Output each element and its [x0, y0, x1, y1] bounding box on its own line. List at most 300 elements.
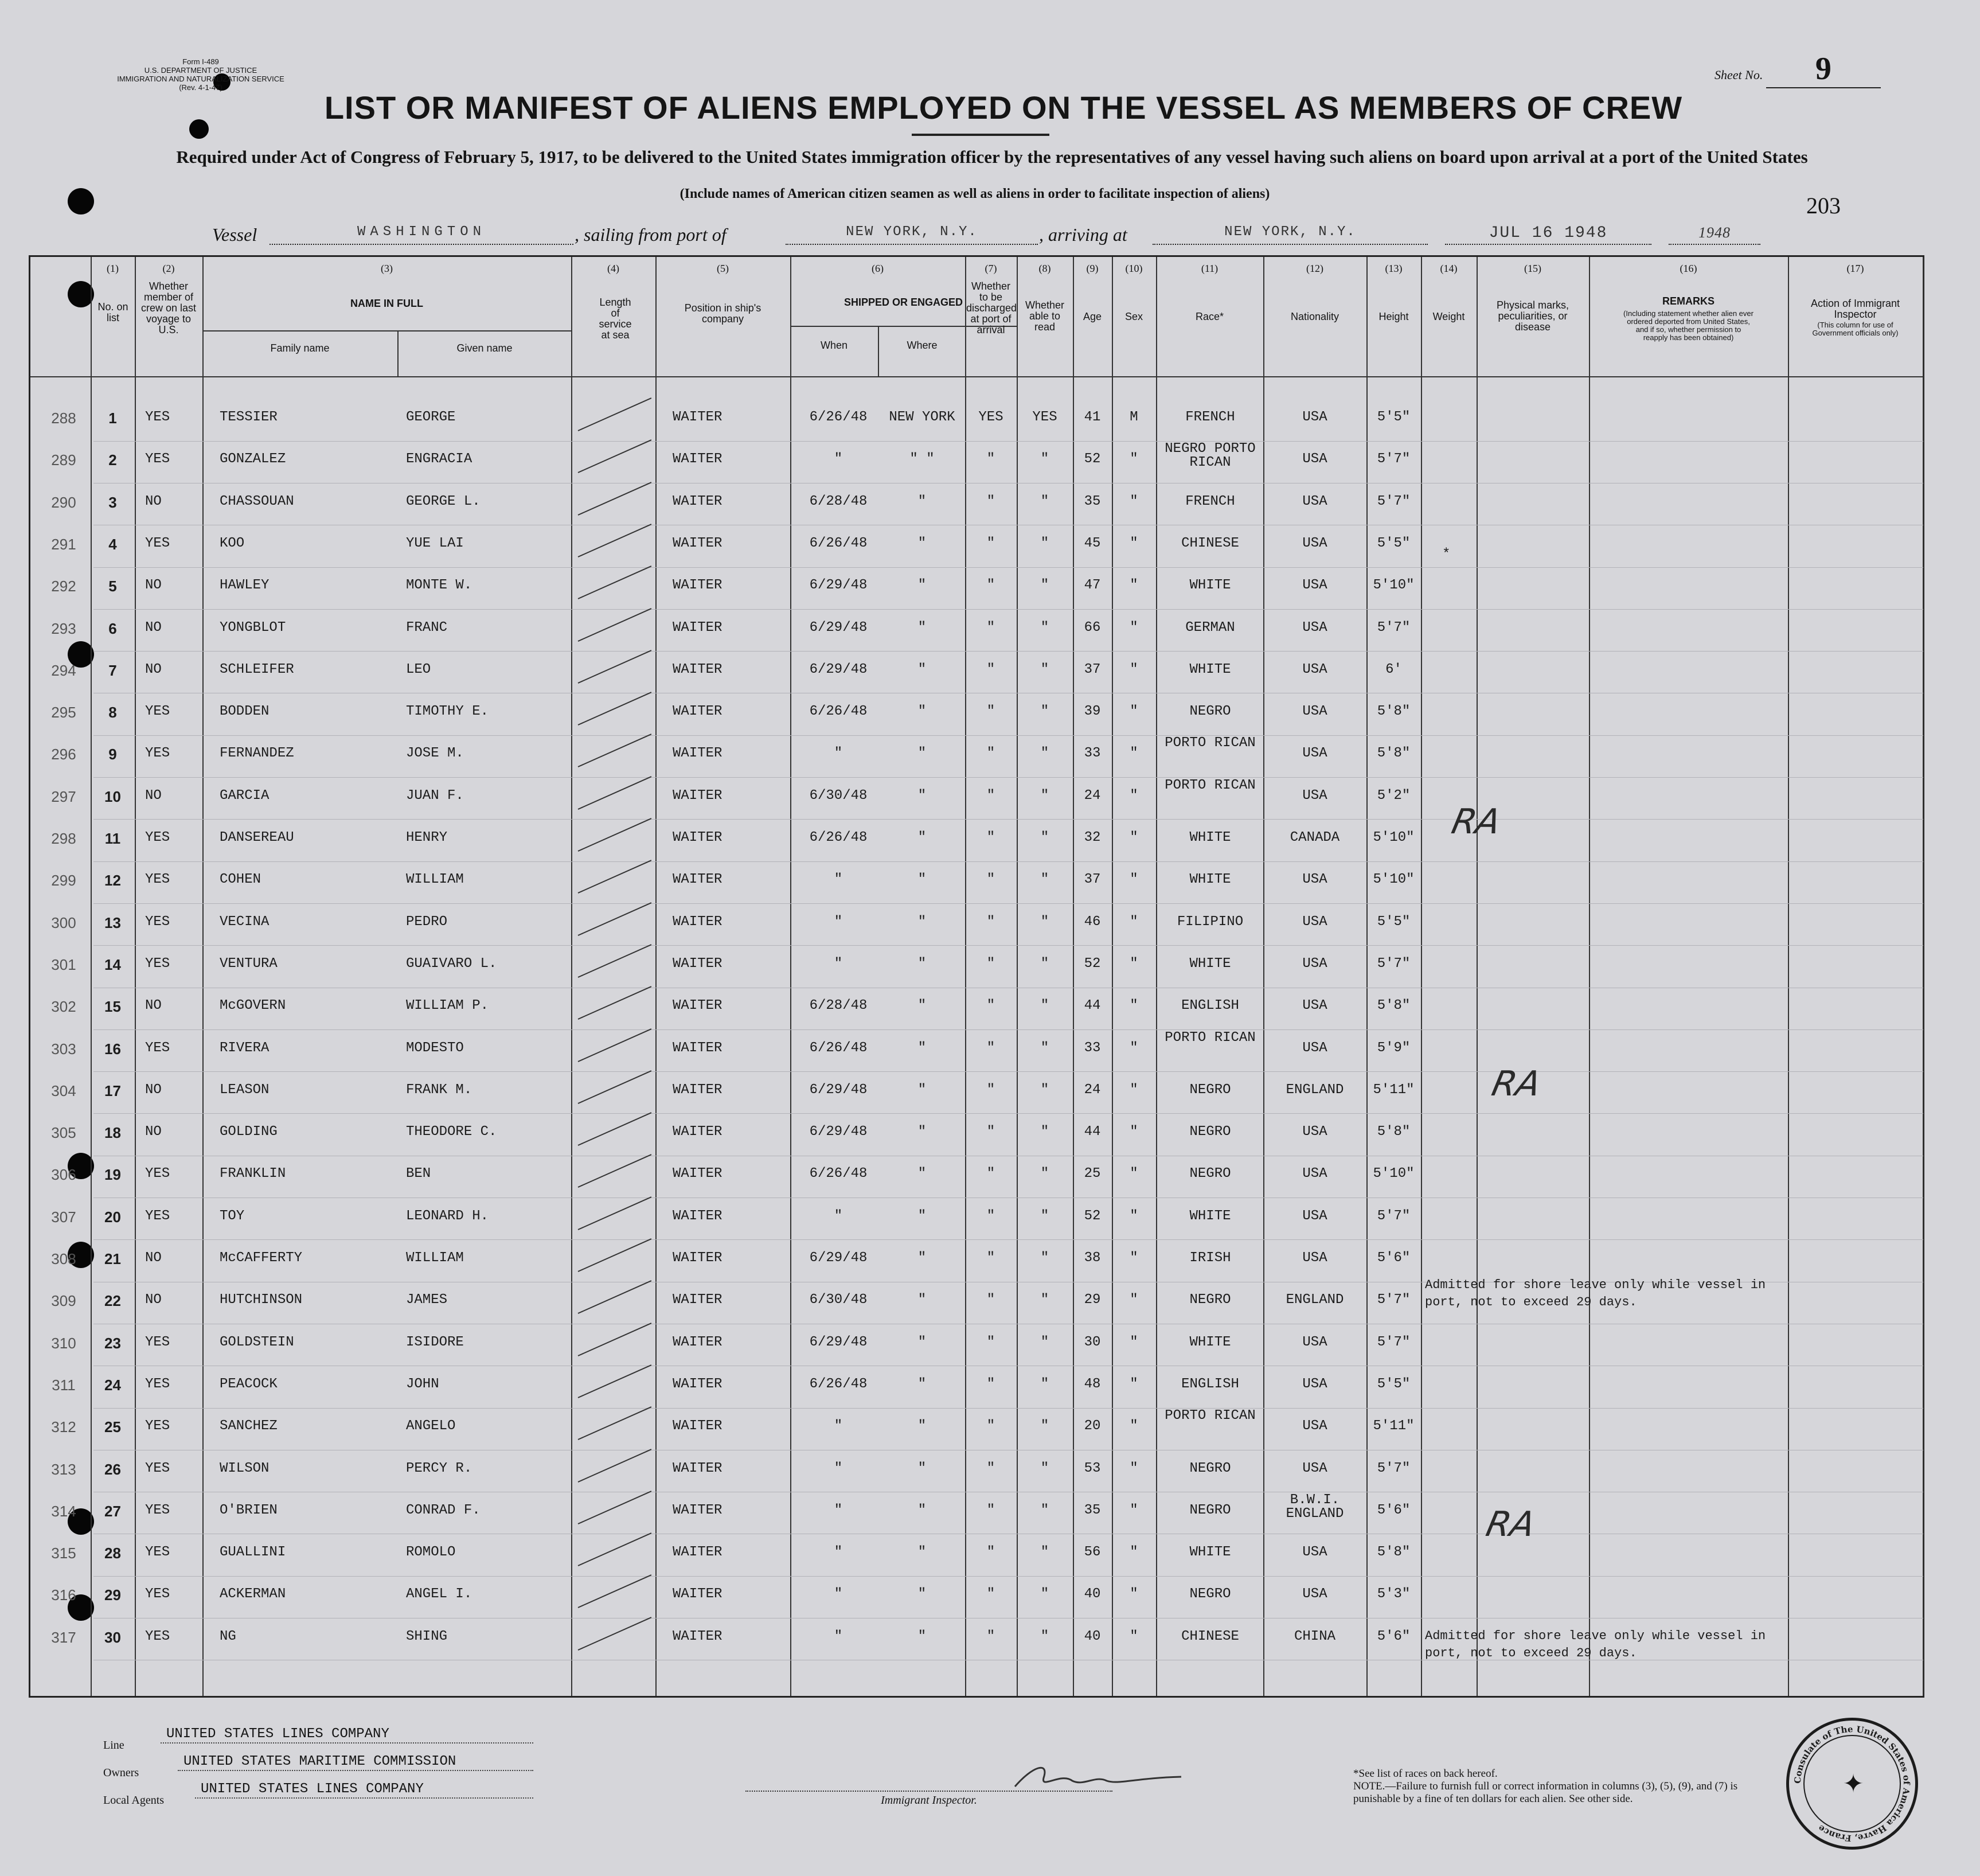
able-to-read: ": [1040, 1292, 1049, 1308]
crew-number: 11: [104, 830, 121, 847]
col-num: (9): [1086, 263, 1099, 274]
able-to-read: ": [1040, 661, 1049, 677]
previous-voyage: NO: [145, 1250, 162, 1266]
position: WAITER: [673, 872, 723, 888]
race: CHINESE: [1181, 1628, 1239, 1644]
nationality: USA: [1302, 1545, 1327, 1561]
age: 47: [1084, 578, 1101, 594]
shipped-when: ": [834, 1628, 843, 1644]
shipped-where: ": [917, 661, 927, 677]
able-to-read: ": [1040, 493, 1049, 509]
age: 44: [1084, 1124, 1101, 1140]
race: WHITE: [1189, 830, 1231, 845]
age: 48: [1084, 1376, 1101, 1392]
discharge: ": [986, 1502, 995, 1518]
line-number: 301: [51, 955, 76, 973]
line-number: 295: [51, 704, 76, 721]
service-tick-mark: [578, 1323, 652, 1356]
line-number: 316: [51, 1586, 76, 1604]
service-tick-mark: [578, 1449, 652, 1483]
crew-number: 1: [108, 409, 117, 427]
line-number: 310: [51, 1334, 76, 1352]
line-number: 296: [51, 746, 76, 763]
height: 5'7": [1377, 1334, 1411, 1350]
shipped-when: 6/28/48: [809, 998, 868, 1014]
col-header-action: Action of Immigrant Inspector: [1810, 298, 1900, 320]
age: 30: [1084, 1334, 1101, 1350]
family-name: COHEN: [220, 872, 261, 888]
col-num: (5): [717, 263, 729, 274]
race: NEGRO: [1189, 704, 1231, 720]
shipped-where: ": [917, 578, 927, 594]
able-to-read: ": [1040, 1628, 1049, 1644]
crew-number: 29: [104, 1586, 121, 1604]
family-name: GOLDING: [220, 1124, 278, 1140]
shipped-where: ": [917, 535, 927, 551]
able-to-read: ": [1040, 535, 1049, 551]
race: NEGRO: [1189, 1460, 1231, 1476]
sex: M: [1130, 409, 1138, 425]
discharge: ": [986, 451, 995, 467]
col-header-discharged: Whether to be discharged at port of arrival: [966, 280, 1017, 336]
shipped-when: ": [834, 1545, 843, 1561]
sex: ": [1130, 1586, 1138, 1602]
owners-value: UNITED STATES MARITIME COMMISSION: [178, 1754, 533, 1771]
height: 5'7": [1377, 619, 1411, 635]
crew-number: 23: [104, 1334, 121, 1352]
service-tick-mark: [578, 776, 652, 810]
given-name: JUAN F.: [406, 787, 464, 804]
discharge: ": [986, 1166, 995, 1182]
line-number: 309: [51, 1292, 76, 1310]
shipped-when: 6/29/48: [809, 578, 868, 594]
age: 29: [1084, 1292, 1101, 1308]
nationality: USA: [1302, 661, 1327, 677]
age: 37: [1084, 661, 1101, 677]
height: 5'8": [1377, 998, 1411, 1014]
nationality: USA: [1302, 1040, 1327, 1056]
given-name: CONRAD F.: [406, 1502, 481, 1518]
sex: ": [1130, 493, 1138, 509]
agents-value: UNITED STATES LINES COMPANY: [195, 1781, 533, 1799]
discharge: ": [986, 1082, 995, 1098]
col-header-member: Whether member of crew on last voyage to U.S.: [140, 280, 197, 336]
able-to-read: ": [1040, 1418, 1049, 1434]
sheet-number-field: [1715, 50, 1881, 88]
race: NEGRO: [1189, 1124, 1231, 1140]
race: NEGRO PORTO RICAN: [1165, 441, 1256, 471]
race: ENGLISH: [1181, 1376, 1239, 1392]
height: 5'10": [1373, 1166, 1415, 1182]
shipped-when: 6/29/48: [809, 619, 868, 635]
given-name: PEDRO: [406, 914, 448, 930]
position: WAITER: [673, 619, 723, 635]
service-tick-mark: [578, 1112, 652, 1146]
discharge: ": [986, 535, 995, 551]
document-subnote: (Include names of American citizen seamen as well as aliens in order to facilitate inspection of aliens): [679, 186, 1270, 201]
shipped-when: 6/26/48: [809, 1040, 868, 1056]
sex: ": [1130, 535, 1138, 551]
family-name: VECINA: [220, 914, 270, 930]
age: 44: [1084, 998, 1101, 1014]
discharge: ": [986, 1460, 995, 1476]
discharge: ": [986, 1208, 995, 1224]
vessel-name: WASHINGTON: [270, 224, 573, 245]
family-name: GOLDSTEIN: [220, 1334, 294, 1350]
line-number: 317: [51, 1628, 76, 1646]
previous-voyage: NO: [145, 998, 162, 1014]
sex: ": [1130, 451, 1138, 467]
sheet-label: Sheet No.: [1715, 68, 1763, 82]
previous-voyage: YES: [145, 451, 170, 467]
service-tick-mark: [578, 1364, 652, 1398]
sex: ": [1130, 1545, 1138, 1561]
nationality: USA: [1302, 578, 1327, 594]
given-name: MONTE W.: [406, 578, 472, 594]
previous-voyage: NO: [145, 578, 162, 594]
given-name: LEONARD H.: [406, 1208, 489, 1224]
position: WAITER: [673, 1545, 723, 1561]
service-tick-mark: [578, 1155, 652, 1188]
height: 5'11": [1373, 1418, 1415, 1434]
line-number: 289: [51, 451, 76, 469]
crew-number: 25: [104, 1418, 121, 1436]
ra-annotation: RA: [1488, 1064, 1545, 1104]
previous-voyage: YES: [145, 746, 170, 762]
col-header-shipped: SHIPPED OR ENGAGED: [843, 297, 963, 308]
position: WAITER: [673, 1208, 723, 1224]
punch-hole: [68, 188, 94, 214]
able-to-read: ": [1040, 1586, 1049, 1602]
service-tick-mark: [578, 1491, 652, 1524]
arriving-port: NEW YORK, N.Y.: [1153, 224, 1428, 245]
line-number: 304: [51, 1082, 76, 1099]
able-to-read: ": [1040, 746, 1049, 762]
shipped-when: ": [834, 872, 843, 888]
given-name: WILLIAM: [406, 872, 464, 888]
col-num: (11): [1201, 263, 1219, 274]
service-tick-mark: [578, 397, 652, 431]
col-header-age: Age: [1083, 311, 1102, 322]
height: 5'11": [1373, 1082, 1415, 1098]
crew-number: 17: [104, 1082, 121, 1099]
col-header-height: Height: [1378, 311, 1409, 322]
sex: ": [1130, 998, 1138, 1014]
col-num: (13): [1385, 263, 1403, 274]
service-tick-mark: [578, 482, 652, 516]
sex: ": [1130, 830, 1138, 845]
height: 5'6": [1377, 1250, 1411, 1266]
race: WHITE: [1189, 955, 1231, 972]
position: WAITER: [673, 493, 723, 509]
given-name: FRANK M.: [406, 1082, 472, 1098]
able-to-read: ": [1040, 872, 1049, 888]
service-tick-mark: [578, 608, 652, 642]
col-header-race: Race*: [1195, 311, 1224, 322]
line-number: 297: [51, 787, 76, 805]
able-to-read: ": [1040, 1250, 1049, 1266]
previous-voyage: YES: [145, 704, 170, 720]
sex: ": [1130, 1418, 1138, 1434]
shipped-where: ": [917, 1082, 927, 1098]
family-name: SANCHEZ: [220, 1418, 278, 1434]
sheet-number: 9: [1766, 50, 1881, 88]
crew-number: 20: [104, 1208, 121, 1226]
able-to-read: ": [1040, 998, 1049, 1014]
nationality: USA: [1302, 535, 1327, 551]
nationality: USA: [1302, 1250, 1327, 1266]
service-tick-mark: [578, 565, 652, 599]
inspector-signature: [1009, 1755, 1193, 1795]
shore-leave-note: Admitted for shore leave only while vessel in port, not to exceed 29 days.: [1425, 1629, 1766, 1660]
shipped-when: ": [834, 955, 843, 972]
given-name: MODESTO: [406, 1040, 464, 1056]
shipped-when: 6/28/48: [809, 493, 868, 509]
able-to-read: ": [1040, 704, 1049, 720]
col-num: (12): [1306, 263, 1323, 274]
family-name: YONGBLOT: [220, 619, 286, 635]
discharge: ": [986, 1545, 995, 1561]
family-name: ACKERMAN: [220, 1586, 286, 1602]
discharge: ": [986, 1334, 995, 1350]
sex: ": [1130, 787, 1138, 804]
sailing-port: NEW YORK, N.Y.: [786, 224, 1038, 245]
col-header-when: When: [820, 340, 848, 351]
col-num: (16): [1680, 263, 1697, 274]
shipped-where: ": [917, 1376, 927, 1392]
col-header-position: Position in ship's company: [684, 302, 761, 325]
shipped-where: ": [917, 1334, 927, 1350]
line-number: 291: [51, 535, 76, 553]
crew-number: 14: [104, 955, 121, 973]
previous-voyage: NO: [145, 619, 162, 635]
previous-voyage: YES: [145, 955, 170, 972]
able-to-read: ": [1040, 1166, 1049, 1182]
service-tick-mark: [578, 818, 652, 852]
crew-number: 3: [108, 493, 117, 511]
col-num: (15): [1524, 263, 1541, 274]
discharge: ": [986, 872, 995, 888]
discharge: ": [986, 998, 995, 1014]
service-tick-mark: [578, 1070, 652, 1104]
shipped-when: ": [834, 1586, 843, 1602]
line-number: 313: [51, 1460, 76, 1478]
family-name: VENTURA: [220, 955, 278, 972]
line-number: 302: [51, 998, 76, 1016]
shipped-where: ": [917, 787, 927, 804]
service-tick-mark: [578, 1280, 652, 1314]
form-revision: (Rev. 4-1-47): [179, 83, 222, 92]
shipped-when: 6/29/48: [809, 1124, 868, 1140]
position: WAITER: [673, 578, 723, 594]
discharge: ": [986, 493, 995, 509]
discharge: ": [986, 1292, 995, 1308]
col-header-service: Length of service at sea: [599, 297, 632, 341]
nationality: USA: [1302, 1418, 1327, 1434]
height: 5'7": [1377, 1292, 1411, 1308]
shipped-when: 6/26/48: [809, 704, 868, 720]
position: WAITER: [673, 1334, 723, 1350]
race: PORTO RICAN: [1165, 1408, 1256, 1424]
height: 5'7": [1377, 1208, 1411, 1224]
col-num: (4): [607, 263, 619, 274]
line-number: 288: [51, 409, 76, 427]
able-to-read: ": [1040, 1376, 1049, 1392]
shipped-when: ": [834, 1502, 843, 1518]
position: WAITER: [673, 1586, 723, 1602]
discharge: ": [986, 578, 995, 594]
col-num: (7): [985, 263, 997, 274]
nationality: USA: [1302, 955, 1327, 972]
shipped-where: ": [917, 1628, 927, 1644]
given-name: YUE LAI: [406, 535, 464, 551]
col-num: (1): [107, 263, 119, 274]
crew-number: 9: [108, 746, 117, 763]
nationality: USA: [1302, 1124, 1327, 1140]
family-name: SCHLEIFER: [220, 661, 294, 677]
col-header-no: No. on list: [97, 301, 128, 323]
nationality: B.W.I. ENGLAND: [1286, 1492, 1344, 1522]
discharge: ": [986, 746, 995, 762]
nationality: USA: [1302, 998, 1327, 1014]
race: PORTO RICAN: [1165, 777, 1256, 793]
family-name: TOY: [220, 1208, 245, 1224]
consulate-seal: [1786, 1718, 1918, 1850]
shipped-where: ": [917, 1166, 927, 1182]
height: 5'8": [1377, 746, 1411, 762]
col-header-sex: Sex: [1124, 311, 1143, 322]
position: WAITER: [673, 787, 723, 804]
ra-annotation: RA: [1448, 802, 1505, 842]
nationality: USA: [1302, 914, 1327, 930]
date-stamp: JUL 16 1948: [1445, 224, 1651, 245]
discharge: ": [986, 1250, 995, 1266]
position: WAITER: [673, 1082, 723, 1098]
given-name: THEODORE C.: [406, 1124, 497, 1140]
crew-number: 7: [108, 661, 117, 679]
age: 52: [1084, 1208, 1101, 1224]
shipped-where: ": [917, 704, 927, 720]
family-name: CHASSOUAN: [220, 493, 294, 509]
line-number: 293: [51, 619, 76, 637]
previous-voyage: YES: [145, 1376, 170, 1392]
previous-voyage: YES: [145, 1502, 170, 1518]
line-number: 311: [52, 1376, 76, 1394]
shipped-when: 6/29/48: [809, 661, 868, 677]
race: CHINESE: [1181, 535, 1239, 551]
given-name: FRANC: [406, 619, 448, 635]
nationality: USA: [1302, 1166, 1327, 1182]
family-name: TESSIER: [220, 409, 278, 425]
age: 37: [1084, 872, 1101, 888]
col-header-weight: Weight: [1432, 311, 1465, 322]
given-name: JOSE M.: [406, 746, 464, 762]
line-number: 303: [51, 1040, 76, 1058]
height: 5'5": [1377, 535, 1411, 551]
discharge: ": [986, 1376, 995, 1392]
sex: ": [1130, 955, 1138, 972]
family-name: DANSEREAU: [220, 830, 294, 845]
given-name: GUAIVARO L.: [406, 955, 497, 972]
previous-voyage: YES: [145, 1418, 170, 1434]
title-rule: [912, 134, 1049, 136]
age: 40: [1084, 1586, 1101, 1602]
sex: ": [1130, 1376, 1138, 1392]
family-name: McCAFFERTY: [220, 1250, 303, 1266]
given-name: ISIDORE: [406, 1334, 464, 1350]
age: 33: [1084, 746, 1101, 762]
previous-voyage: YES: [145, 1334, 170, 1350]
service-tick-mark: [578, 1406, 652, 1440]
sex: ": [1130, 746, 1138, 762]
shipped-where: ": [917, 1545, 927, 1561]
previous-voyage: NO: [145, 493, 162, 509]
stamp-number: 203: [1806, 193, 1841, 219]
shipped-where: " ": [909, 451, 935, 467]
race: IRISH: [1189, 1250, 1231, 1266]
family-name: BODDEN: [220, 704, 270, 720]
shipped-where: ": [917, 493, 927, 509]
service-tick-mark: [578, 1575, 652, 1609]
sex: ": [1130, 1040, 1138, 1056]
shipped-where: ": [917, 914, 927, 930]
height: 5'5": [1377, 409, 1411, 425]
line-number: 292: [51, 578, 76, 595]
service-tick-mark: [578, 1532, 652, 1566]
nationality: USA: [1302, 787, 1327, 804]
race: PORTO RICAN: [1165, 735, 1256, 751]
race: WHITE: [1189, 1208, 1231, 1224]
given-name: ROMOLO: [406, 1545, 456, 1561]
form-identifier: [97, 57, 304, 92]
previous-voyage: YES: [145, 830, 170, 845]
service-tick-mark: [578, 1196, 652, 1230]
height: 5'7": [1377, 493, 1411, 509]
nationality: ENGLAND: [1286, 1082, 1344, 1098]
height: 5'8": [1377, 1545, 1411, 1561]
height: 5'7": [1377, 451, 1411, 467]
discharge: ": [986, 1040, 995, 1056]
service-tick-mark: [578, 944, 652, 978]
service-tick-mark: [578, 524, 652, 557]
position: WAITER: [673, 1502, 723, 1518]
age: 24: [1084, 1082, 1101, 1098]
service-tick-mark: [578, 439, 652, 473]
previous-voyage: NO: [145, 1292, 162, 1308]
previous-voyage: YES: [145, 1166, 170, 1182]
family-name: FERNANDEZ: [220, 746, 294, 762]
line-label: Line: [103, 1739, 124, 1752]
col-header-remarks: REMARKS: [1662, 295, 1715, 307]
col-header-given: Given name: [456, 342, 513, 354]
family-name: GARCIA: [220, 787, 270, 804]
sex: ": [1130, 1334, 1138, 1350]
service-tick-mark: [578, 734, 652, 768]
col-num: (10): [1125, 263, 1143, 274]
star-mark: *: [1442, 547, 1451, 562]
sex: ": [1130, 661, 1138, 677]
crew-number: 13: [104, 914, 121, 931]
previous-voyage: NO: [145, 661, 162, 677]
sex: ": [1130, 1208, 1138, 1224]
footnote-penalty: NOTE.—Failure to furnish full or correct information in columns (3), (5), (9), and (7) is punishable by a fine of ten dollars for each alien. See other side.: [1353, 1780, 1738, 1805]
previous-voyage: YES: [145, 409, 170, 425]
crew-number: 4: [108, 535, 117, 553]
age: 56: [1084, 1545, 1101, 1561]
service-tick-mark: [578, 692, 652, 726]
sex: ": [1130, 1082, 1138, 1098]
service-tick-mark: [578, 1617, 652, 1651]
